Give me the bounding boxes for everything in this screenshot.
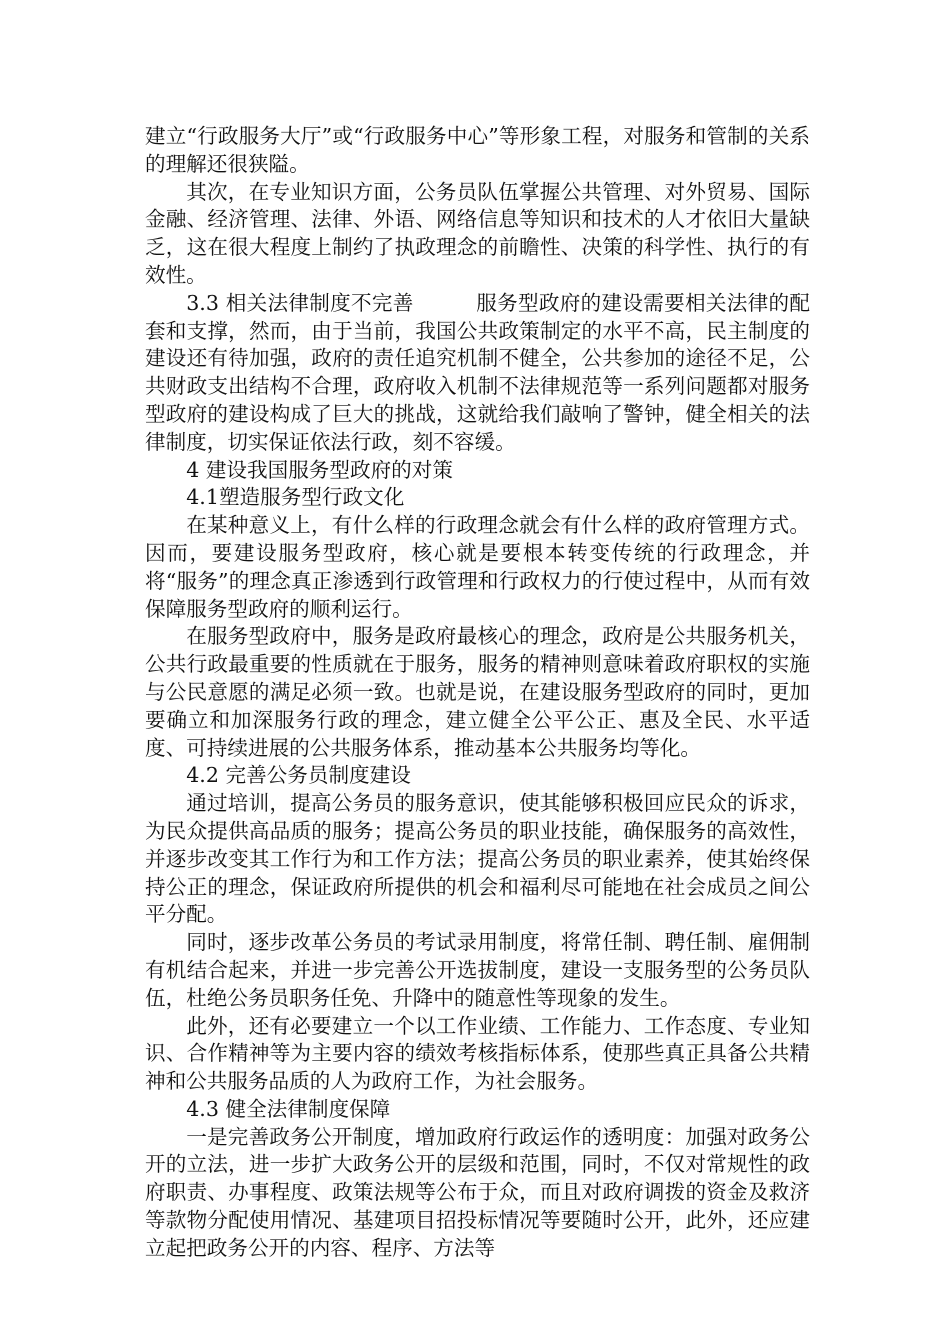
paragraph-training: 通过培训，提高公务员的服务意识，使其能够积极回应民众的诉求，为民众提供高品质的服务；提高公务员的职业技能，确保服务的高效性，并逐步改变其工作行为和工作方法；提高公务员的职业素养，使其始终保持公正的理念，保证政府所提供的机会和福利尽可能地在社会成员之间公平分配。 — [145, 791, 810, 927]
paragraph-performance-evaluation: 此外，还有必要建立一个以工作业绩、工作能力、工作态度、专业知识、合作精神等为主要内容的绩效考核指标体系，使那些真正具备公共精神和公共服务品质的人为政府工作，为社会服务。 — [145, 1013, 810, 1094]
paragraph-service-hall: 建立“行政服务大厅”或“行政服务中心”等形象工程，对服务和管制的关系的理解还很狭隘。 — [145, 124, 810, 176]
section-heading-4-1: 4.1塑造服务型行政文化 — [186, 485, 405, 510]
section-heading-4-3: 4.3 健全法律制度保障 — [186, 1096, 391, 1121]
paragraph-legal-system-incomplete: 3.3 相关法律制度不完善 服务型政府的建设需要相关法律的配套和支撑，然而，由于当前，我国公共政策制定的水平不高，民主制度的建设还有待加强，政府的责任追究机制不健全，公共参加的途径不足，公共财政支出结构不合理，政府收入机制不法律规范等一系列问题都对服务型政府的建设构成了巨大的挑战，这就给我们敲响了警钟，健全相关的法律制度，切实保证依法行政，刻不容缓。 — [145, 290, 810, 454]
paragraph-administrative-concept: 在某种意义上，有什么样的行政理念就会有什么样的政府管理方式。因而，要建设服务型政府，核心就是要根本转变传统的行政理念，并将“服务”的理念真正渗透到行政管理和行政权力的行使过程中，从而有效保障服务型政府的顺利运行。 — [145, 513, 810, 621]
paragraph-government-transparency: 一是完善政务公开制度，增加政府行政运作的透明度：加强对政务公开的立法，进一步扩大政务公开的层级和范围，同时，不仅对常规性的政府职责、办事程度、政策法规等公布于众，而且对政府调拨的资金及救济等款物分配使用情况、基建项目招投标情况等要随时公开，此外，还应建立起把政务公开的内容、程序、方法等 — [145, 1124, 810, 1260]
paragraph-service-core-concept: 在服务型政府中，服务是政府最核心的理念，政府是公共服务机关，公共行政最重要的性质就在于服务，服务的精神则意味着政府职权的实施与公民意愿的满足必须一致。也就是说，在建设服务型政府的同时，更加要确立和加深服务行政的理念，建立健全公平公正、惠及全民、水平适度、可持续进展的公共服务体系，推动基本公共服务均等化。 — [145, 624, 810, 760]
document-page — [145, 123, 810, 1263]
section-heading-4-2: 4.2 完善公务员制度建设 — [186, 763, 411, 788]
paragraph-recruitment-reform: 同时，逐步改革公务员的考试录用制度，将常任制、聘任制、雇佣制有机结合起来，并进一步完善公开选拔制度，建设一支服务型的公务员队伍，杜绝公务员职务任免、升降中的随意性等现象的发生。 — [145, 930, 810, 1010]
paragraph-professional-knowledge: 其次，在专业知识方面，公务员队伍掌握公共管理、对外贸易、国际金融、经济管理、法律、外语、网络信息等知识和技术的人才依旧大量缺乏，这在很大程度上制约了执政理念的前瞻性、决策的科学性、执行的有效性。 — [145, 179, 810, 287]
section-heading-4: 4 建设我国服务型政府的对策 — [186, 457, 453, 482]
